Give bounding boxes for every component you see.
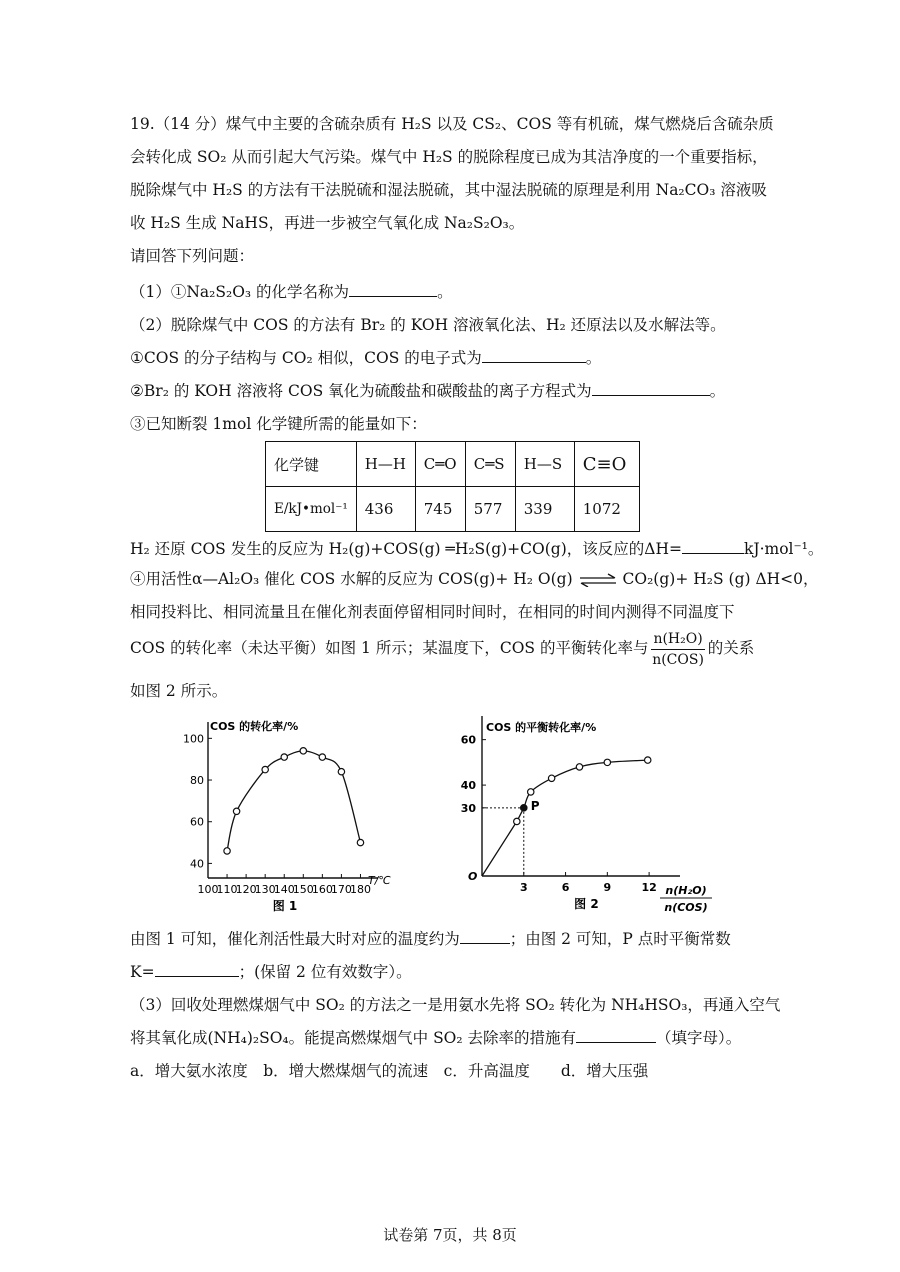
- fraction-numerator: n(H₂O): [651, 629, 704, 650]
- page-footer: 试卷第 7页，共 8页: [383, 1226, 517, 1244]
- table-row: [266, 487, 640, 532]
- x-tick-label: 3: [519, 881, 528, 894]
- x-tick-label: 6: [561, 881, 570, 894]
- part2-4-line4: 如图 2 所示。: [130, 682, 228, 700]
- answer-blank-2[interactable]: [482, 348, 586, 363]
- x-axis-label-denominator: n(COS): [664, 901, 708, 914]
- origin-label: O: [468, 870, 478, 883]
- intro-line-2: 会转化成 SO₂ 从而引起大气污染。煤气中 H₂S 的脱除程度已成为其洁净度的一个重要指标，: [130, 148, 768, 166]
- y-tick-label: 80: [190, 774, 204, 788]
- part2-2-line: ②Br₂ 的 KOH 溶液将 COS 氧化为硫酸盐和碳酸盐的离子方程式为 。: [130, 382, 726, 400]
- point-p: [521, 805, 527, 811]
- y-tick-label: 60: [460, 733, 476, 747]
- x-tick-label: 140: [273, 883, 295, 896]
- data-point: [233, 808, 239, 814]
- series-curve: [482, 760, 648, 876]
- intro-line-4: 收 H₂S 生成 NaHS，再进一步被空气氧化成 Na₂S₂O₃。: [130, 214, 525, 232]
- y-tick-label: 40: [460, 779, 476, 793]
- data-point: [645, 757, 651, 763]
- figure-caption: 图 2: [574, 897, 599, 911]
- part2-4-line3-text: COS 的转化率（未达平衡）如图 1 所示；某温度下，COS 的平衡转化率与: [130, 639, 649, 657]
- intro-line-1: 19.（14 分）煤气中主要的含硫杂质有 H₂S 以及 CS₂、COS 等有机硫，煤气燃烧后含硫杂质: [130, 115, 774, 133]
- table-header-cell: C═S: [465, 442, 515, 487]
- series-curve: [227, 751, 360, 851]
- table-cell: 745: [415, 487, 465, 532]
- answer-blank-6[interactable]: [155, 962, 239, 977]
- figure-caption: 图 1: [272, 899, 298, 913]
- h2-unit: kJ·mol⁻¹。: [743, 540, 824, 558]
- part2-1-line: ①COS 的分子结构与 CO₂ 相似，COS 的电子式为 。: [130, 349, 602, 367]
- y-tick-label: 60: [190, 815, 204, 829]
- table-cell: 339: [515, 487, 574, 532]
- y-tick-label: 40: [190, 857, 204, 871]
- part2-4-line2: 相同投料比、相同流量且在催化剂表面停留相同时间时，在相同的时间内测得不同温度下: [130, 603, 735, 621]
- y-tick-label: 100: [183, 732, 204, 746]
- part2-3-line: ③已知断裂 1mol 化学键所需的能量如下：: [130, 415, 427, 433]
- options-line: a．增大氨水浓度 b．增大燃煤烟气的流速 c．升高温度 d．增大压强: [130, 1062, 649, 1080]
- table-cell: 436: [356, 487, 415, 532]
- x-tick-label: 110: [216, 883, 238, 896]
- part2-2-text: ②Br₂ 的 KOH 溶液将 COS 氧化为硫酸盐和碳酸盐的离子方程式为: [130, 382, 592, 400]
- k-note: ；(保留 2 位有效数字）。: [238, 963, 412, 981]
- data-point: [604, 759, 610, 765]
- x-axis-label: T/℃: [368, 874, 391, 887]
- table-header-cell: C═O: [415, 442, 465, 487]
- point-label: P: [530, 798, 540, 813]
- part2-4-text-a: ④用活性α—Al₂O₃ 催化 COS 水解的反应为 COS(g)+ H₂ O(g): [130, 570, 573, 588]
- table-header-cell: H—H: [356, 442, 415, 487]
- part2-4-line: [130, 568, 819, 590]
- x-tick-label: 150: [292, 883, 314, 896]
- data-point: [338, 768, 344, 774]
- data-point: [357, 839, 363, 845]
- bond-energy-table: [265, 441, 640, 532]
- data-point: [224, 848, 230, 854]
- data-point: [319, 754, 325, 760]
- table-header-cell: C≡O: [574, 442, 639, 487]
- h2-reaction-text: H₂ 还原 COS 发生的反应为 H₂(g)+COS(g) ═H₂S(g)+CO(g)，该反应的ΔH=: [130, 540, 682, 558]
- x-tick-label: 170: [330, 883, 352, 896]
- data-point: [514, 818, 520, 824]
- answer-blank-3[interactable]: [592, 381, 710, 396]
- k-label: K=: [130, 963, 155, 981]
- data-point: [576, 764, 582, 770]
- table-header-cell: H—S: [515, 442, 574, 487]
- fraction-denominator: n(COS): [652, 651, 704, 668]
- part3-line-1: （3）回收处理燃煤烟气中 SO₂ 的方法之一是用氨水先将 SO₂ 转化为 NH₄HSO₃，再通入空气: [130, 996, 781, 1014]
- x-tick-label: 130: [254, 883, 276, 896]
- prompt-line: 请回答下列问题：: [130, 247, 255, 265]
- data-point: [300, 748, 306, 754]
- part2-1-text: ①COS 的分子结构与 CO₂ 相似，COS 的电子式为: [130, 349, 482, 367]
- part2-4-line3-tail: 的关系: [707, 639, 755, 657]
- h2-reaction-line: [130, 538, 824, 560]
- x-tick-label: 9: [603, 881, 612, 894]
- y-axis-label: COS 的平衡转化率/%: [486, 721, 597, 734]
- k-line: [130, 961, 780, 983]
- table-row: [266, 442, 640, 487]
- y-axis-label: COS 的转化率/%: [210, 720, 299, 733]
- part3-text: 将其氧化成(NH₄)₂SO₄。能提高燃煤烟气中 SO₂ 去除率的措施有: [130, 1029, 577, 1047]
- data-point: [262, 766, 268, 772]
- table-header-cell: 化学键: [266, 442, 357, 487]
- after-figure-text-a: 由图 1 可知，催化剂活性最大时对应的温度约为: [130, 930, 460, 948]
- x-tick-label: 160: [311, 883, 333, 896]
- after-figure-text-b: ；由图 2 可知，P 点时平衡常数: [509, 930, 731, 948]
- ratio-fraction: [651, 629, 704, 670]
- part1-text: （1）①Na₂S₂O₃ 的化学名称为: [130, 283, 350, 301]
- after-figure-line: [130, 928, 780, 950]
- figure-2-chart: [440, 706, 740, 916]
- data-point: [281, 754, 287, 760]
- table-row-label: E/kJ•mol⁻¹: [266, 487, 357, 532]
- table-cell: 577: [465, 487, 515, 532]
- part2-4-text-b: CO₂(g)+ H₂S (g) ΔH<0，: [622, 570, 819, 588]
- x-tick-label: 12: [641, 881, 657, 894]
- part2-intro: （2）脱除煤气中 COS 的方法有 Br₂ 的 KOH 溶液氧化法、H₂ 还原法以及水解法等。: [130, 316, 726, 334]
- x-tick-label: 120: [235, 883, 257, 896]
- x-axis-label-numerator: n(H₂O): [665, 884, 707, 897]
- y-tick-label: 30: [460, 801, 476, 815]
- part1-line: （1）①Na₂S₂O₃ 的化学名称为 。: [130, 283, 453, 301]
- equilibrium-arrow-icon: [578, 573, 618, 587]
- intro-line-3: 脱除煤气中 H₂S 的方法有干法脱硫和湿法脱硫，其中湿法脱硫的原理是利用 Na₂CO₃ 溶液吸: [130, 181, 767, 199]
- answer-blank-4[interactable]: [682, 539, 744, 554]
- answer-blank-1[interactable]: [349, 282, 437, 297]
- answer-blank-5[interactable]: [460, 929, 510, 944]
- figure-1-chart: [160, 716, 400, 916]
- table-cell: 1072: [574, 487, 639, 532]
- answer-blank-7[interactable]: [576, 1028, 656, 1043]
- part3-line-2: [130, 1027, 780, 1049]
- data-point: [548, 775, 554, 781]
- part3-tail: （填字母）。: [656, 1029, 742, 1047]
- x-tick-label: 180: [349, 883, 371, 896]
- part2-4-line3: [130, 626, 780, 670]
- x-tick-label: 100: [197, 883, 219, 896]
- data-point: [528, 789, 534, 795]
